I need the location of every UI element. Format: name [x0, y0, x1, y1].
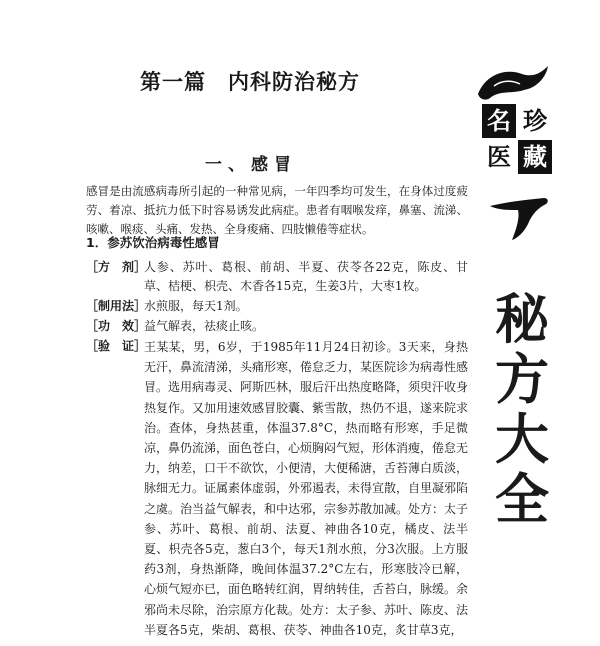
brush-stroke-decoration	[476, 64, 550, 104]
entry-effect	[86, 317, 468, 336]
entry-label: ［制用法］	[86, 299, 147, 313]
entry-label: ［功 效］	[86, 319, 147, 333]
vertical-title-char: 秘	[495, 288, 549, 351]
intro-paragraph: 感冒是由流感病毒所引起的一种常见病，一年四季均可发生，在身体过度疲劳、着凉、抵抗力低下时容易诱发此病症。患者有咽喉发痒，鼻塞、流涕、咳嗽、喉痰、头痛、发热、全身痠痛、四肢懒倦等症状。	[86, 184, 468, 236]
entry-text: 益气解表，祛痰止咳。	[144, 319, 265, 333]
vertical-title-char: 方	[495, 348, 549, 411]
brush-stroke-decoration	[488, 196, 550, 242]
entry-text: 王某某，男，6岁，于1985年11月24日初诊。3天来，身热无汗，鼻流清涕，头痛形寒，倦怠乏力，某医院诊为病毒性感冒。选用病毒灵、阿斯匹林，服后汗出热度略降，须臾汗收身热复作。又加用速效感冒胶囊、紫雪散，热仍不退，遂来院求治。查体，身热甚重，体温37.8°C，热而略有形寒，手足微凉，鼻仍流涕，面色苍白，心烦胸闷气短，形体消瘦，倦怠无力，纳差，口干不欲饮，小便清，大便稀溏，舌苔薄白质淡，脉细无力。证属素体虚弱，外邪遏表，未得宣散，自里凝邪陷之虞。治当益气解表，和中达邪，宗参苏散加减。处方：太子参、苏叶、葛根、前胡、法夏、神曲各10克，橘皮、法半夏、枳壳各5克，葱白3个，每天1剂水煎，分3次服。上方服药3剂，身热渐降，晚间体温37.2°C左右，形寒肢冷已解，心烦气短亦已，面色略转红润，胃纳转佳，舌苔白，脉缓。余邪尚未尽除，治宗原方化裁。处方：太子参、苏叶、陈皮、法半夏各5克，柴胡、葛根、茯苓、神曲各10克，炙甘草3克，	[144, 340, 469, 637]
entry-usage	[86, 297, 468, 316]
prescription-entries	[86, 258, 468, 641]
seal-char: 珍	[518, 104, 552, 138]
prescription-title: 1．参苏饮治病毒性感冒	[86, 235, 220, 250]
seal-stamp	[482, 104, 554, 176]
entry-label: ［方 剂］	[86, 260, 147, 274]
seal-char: 医	[482, 140, 516, 174]
entry-formula	[86, 258, 468, 296]
series-vertical-title	[486, 290, 558, 530]
seal-char: 藏	[518, 140, 552, 174]
entry-text: 人参、苏叶、葛根、前胡、半夏、茯苓各22克，陈皮、甘草、桔梗、枳壳、木香各15克，生姜3片，大枣1枚。	[144, 260, 468, 293]
part-title: 第一篇 内科防治秘方	[140, 69, 360, 94]
vertical-title-char: 大	[495, 408, 549, 471]
entry-case	[86, 337, 468, 640]
entry-text: 水煎服，每天1剂。	[144, 299, 248, 313]
seal-char: 名	[482, 104, 516, 138]
section-title: 一、感冒	[205, 155, 297, 175]
entry-label: ［验 证］	[86, 339, 147, 353]
vertical-title-char: 全	[495, 468, 549, 531]
